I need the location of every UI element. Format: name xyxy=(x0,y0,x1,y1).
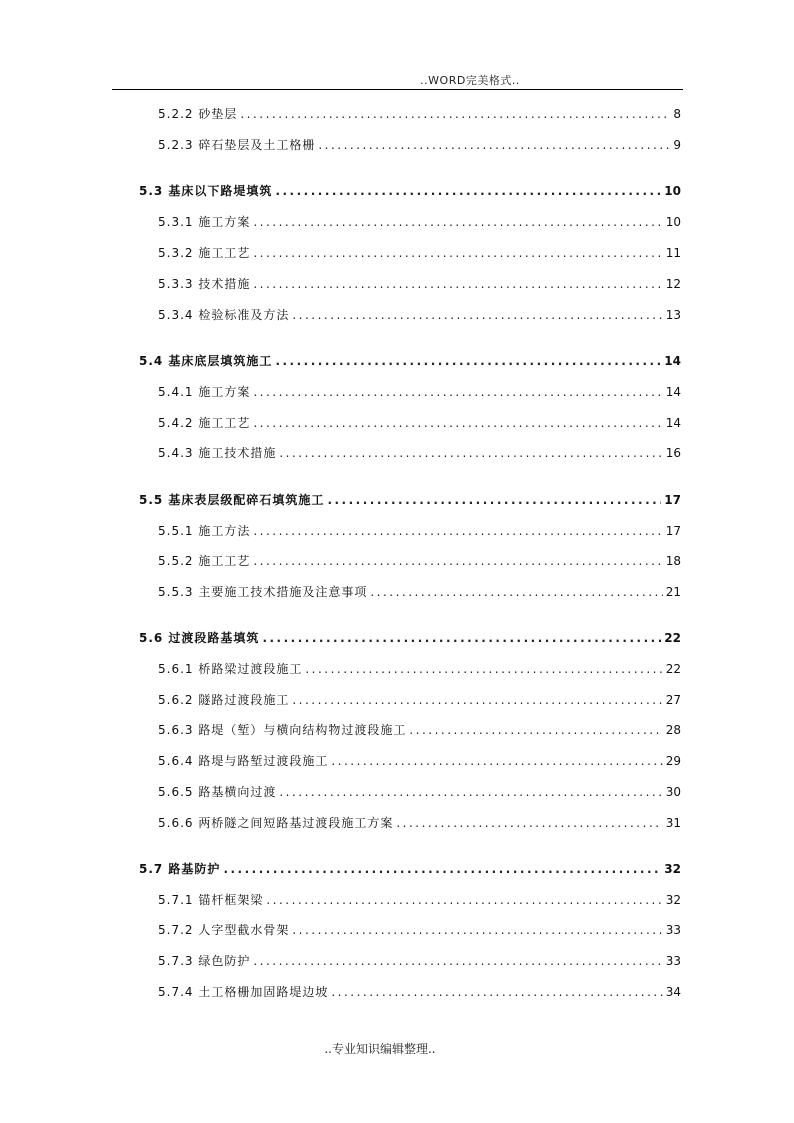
toc-entry[interactable] xyxy=(158,984,681,1000)
toc-leader xyxy=(253,523,662,539)
toc-label: 5.7.3 绿色防护 xyxy=(158,954,251,968)
toc-entry[interactable] xyxy=(158,661,681,677)
toc-page: 27 xyxy=(665,693,681,707)
toc-section[interactable] xyxy=(139,492,681,508)
toc-leader xyxy=(275,353,661,369)
toc-leader xyxy=(292,922,662,938)
toc-label: 5.3.3 技术措施 xyxy=(158,277,251,291)
toc-page: 17 xyxy=(665,524,681,538)
toc-leader xyxy=(253,553,662,569)
toc-label: 5.6.1 桥路梁过渡段施工 xyxy=(158,662,303,676)
toc-label: 5.4 基床底层填筑施工 xyxy=(139,354,273,368)
toc-label: 5.4.2 施工工艺 xyxy=(158,416,251,430)
toc-section[interactable] xyxy=(139,861,681,877)
toc-leader xyxy=(292,307,662,323)
toc-page: 14 xyxy=(665,416,681,430)
toc-label: 5.3.4 检验标准及方法 xyxy=(158,308,290,322)
toc-leader xyxy=(266,892,662,908)
toc-entry[interactable] xyxy=(158,784,681,800)
toc-entry[interactable] xyxy=(158,415,681,431)
footer-text: ..专业知识编辑整理.. xyxy=(324,1042,436,1056)
toc-leader xyxy=(253,415,662,431)
toc-page: 18 xyxy=(665,554,681,568)
toc-entry[interactable] xyxy=(158,214,681,230)
toc-page: 29 xyxy=(665,754,681,768)
toc-label: 5.5.2 施工工艺 xyxy=(158,554,251,568)
toc-page: 13 xyxy=(665,308,681,322)
toc-label: 5.6.6 两桥隧之间短路基过渡段施工方案 xyxy=(158,816,394,830)
toc-entry[interactable] xyxy=(158,722,681,738)
toc-page: 14 xyxy=(664,354,681,368)
toc-label: 5.3 基床以下路堤填筑 xyxy=(139,184,273,198)
toc-leader xyxy=(253,214,662,230)
toc-page: 11 xyxy=(665,246,681,260)
toc-page: 22 xyxy=(665,662,681,676)
toc-leader xyxy=(409,722,662,738)
toc-label: 5.3.2 施工工艺 xyxy=(158,246,251,260)
toc-leader xyxy=(223,861,661,877)
toc-entry[interactable] xyxy=(158,922,681,938)
toc-leader xyxy=(253,384,662,400)
toc-page: 28 xyxy=(665,723,681,737)
toc-section[interactable] xyxy=(139,630,681,646)
toc-label: 5.6.3 路堤（堑）与横向结构物过渡段施工 xyxy=(158,723,407,737)
toc-entry[interactable] xyxy=(158,276,681,292)
toc-label: 5.6 过渡段路基填筑 xyxy=(139,631,260,645)
toc-entry[interactable] xyxy=(158,953,681,969)
toc-leader xyxy=(253,245,662,261)
toc-page: 32 xyxy=(665,893,681,907)
toc-label: 5.2.3 碎石垫层及土工格栅 xyxy=(158,138,316,152)
toc-entry[interactable] xyxy=(158,384,681,400)
toc-section[interactable] xyxy=(139,353,681,369)
toc-page: 10 xyxy=(664,184,681,198)
toc-label: 5.6.4 路堤与路堑过渡段施工 xyxy=(158,754,329,768)
toc-leader xyxy=(240,106,670,122)
toc-page: 34 xyxy=(665,985,681,999)
toc-entry[interactable] xyxy=(158,307,681,323)
toc-label: 5.7.2 人字型截水骨架 xyxy=(158,923,290,937)
toc-label: 5.5 基床表层级配碎石填筑施工 xyxy=(139,493,325,507)
toc-leader xyxy=(331,753,662,769)
toc-entry[interactable] xyxy=(158,892,681,908)
toc-page: 10 xyxy=(665,215,681,229)
toc-entry[interactable] xyxy=(158,553,681,569)
toc-page: 30 xyxy=(665,785,681,799)
toc-leader xyxy=(318,137,670,153)
toc-label: 5.5.1 施工方法 xyxy=(158,524,251,538)
toc-entry[interactable] xyxy=(158,753,681,769)
toc-entry[interactable] xyxy=(158,523,681,539)
toc-label: 5.7 路基防护 xyxy=(139,862,221,876)
toc-leader xyxy=(279,784,662,800)
toc-page: 8 xyxy=(673,107,681,121)
toc-leader xyxy=(292,692,662,708)
toc-label: 5.7.1 锚杆框架梁 xyxy=(158,893,264,907)
page-footer xyxy=(0,1040,794,1057)
toc-entry[interactable] xyxy=(158,137,681,153)
toc-label: 5.6.5 路基横向过渡 xyxy=(158,785,277,799)
toc-page: 14 xyxy=(665,385,681,399)
toc-leader xyxy=(253,953,662,969)
toc-page: 32 xyxy=(664,862,681,876)
toc-page: 21 xyxy=(665,585,681,599)
toc-page: 31 xyxy=(665,816,681,830)
toc-leader xyxy=(396,815,662,831)
toc-entry[interactable] xyxy=(158,445,681,461)
toc-entry[interactable] xyxy=(158,106,681,122)
toc-label: 5.2.2 砂垫层 xyxy=(158,107,238,121)
toc-page: 33 xyxy=(665,954,681,968)
toc-label: 5.4.1 施工方案 xyxy=(158,385,251,399)
toc-leader xyxy=(370,584,662,600)
toc-page: 17 xyxy=(664,493,681,507)
toc-entry[interactable] xyxy=(158,584,681,600)
toc-page: 12 xyxy=(665,277,681,291)
toc-label: 5.7.4 土工格栅加固路堤边坡 xyxy=(158,985,329,999)
toc-entry[interactable] xyxy=(158,692,681,708)
toc-page: 33 xyxy=(665,923,681,937)
toc-leader xyxy=(253,276,662,292)
toc-leader xyxy=(262,630,661,646)
toc-leader xyxy=(305,661,662,677)
toc-page: 16 xyxy=(665,446,681,460)
toc-leader xyxy=(331,984,662,1000)
toc-label: 5.6.2 隧路过渡段施工 xyxy=(158,693,290,707)
header-text: ..WORD完美格式.. xyxy=(420,74,520,87)
toc-section[interactable] xyxy=(139,183,681,199)
toc-entry[interactable] xyxy=(158,815,681,831)
toc-leader xyxy=(279,445,662,461)
toc-leader xyxy=(327,492,661,508)
toc-label: 5.3.1 施工方案 xyxy=(158,215,251,229)
toc-page: 22 xyxy=(664,631,681,645)
toc-page: 9 xyxy=(673,138,681,152)
toc-label: 5.5.3 主要施工技术措施及注意事项 xyxy=(158,585,368,599)
toc-leader xyxy=(275,183,661,199)
toc-label: 5.4.3 施工技术措施 xyxy=(158,446,277,460)
toc-entry[interactable] xyxy=(158,245,681,261)
